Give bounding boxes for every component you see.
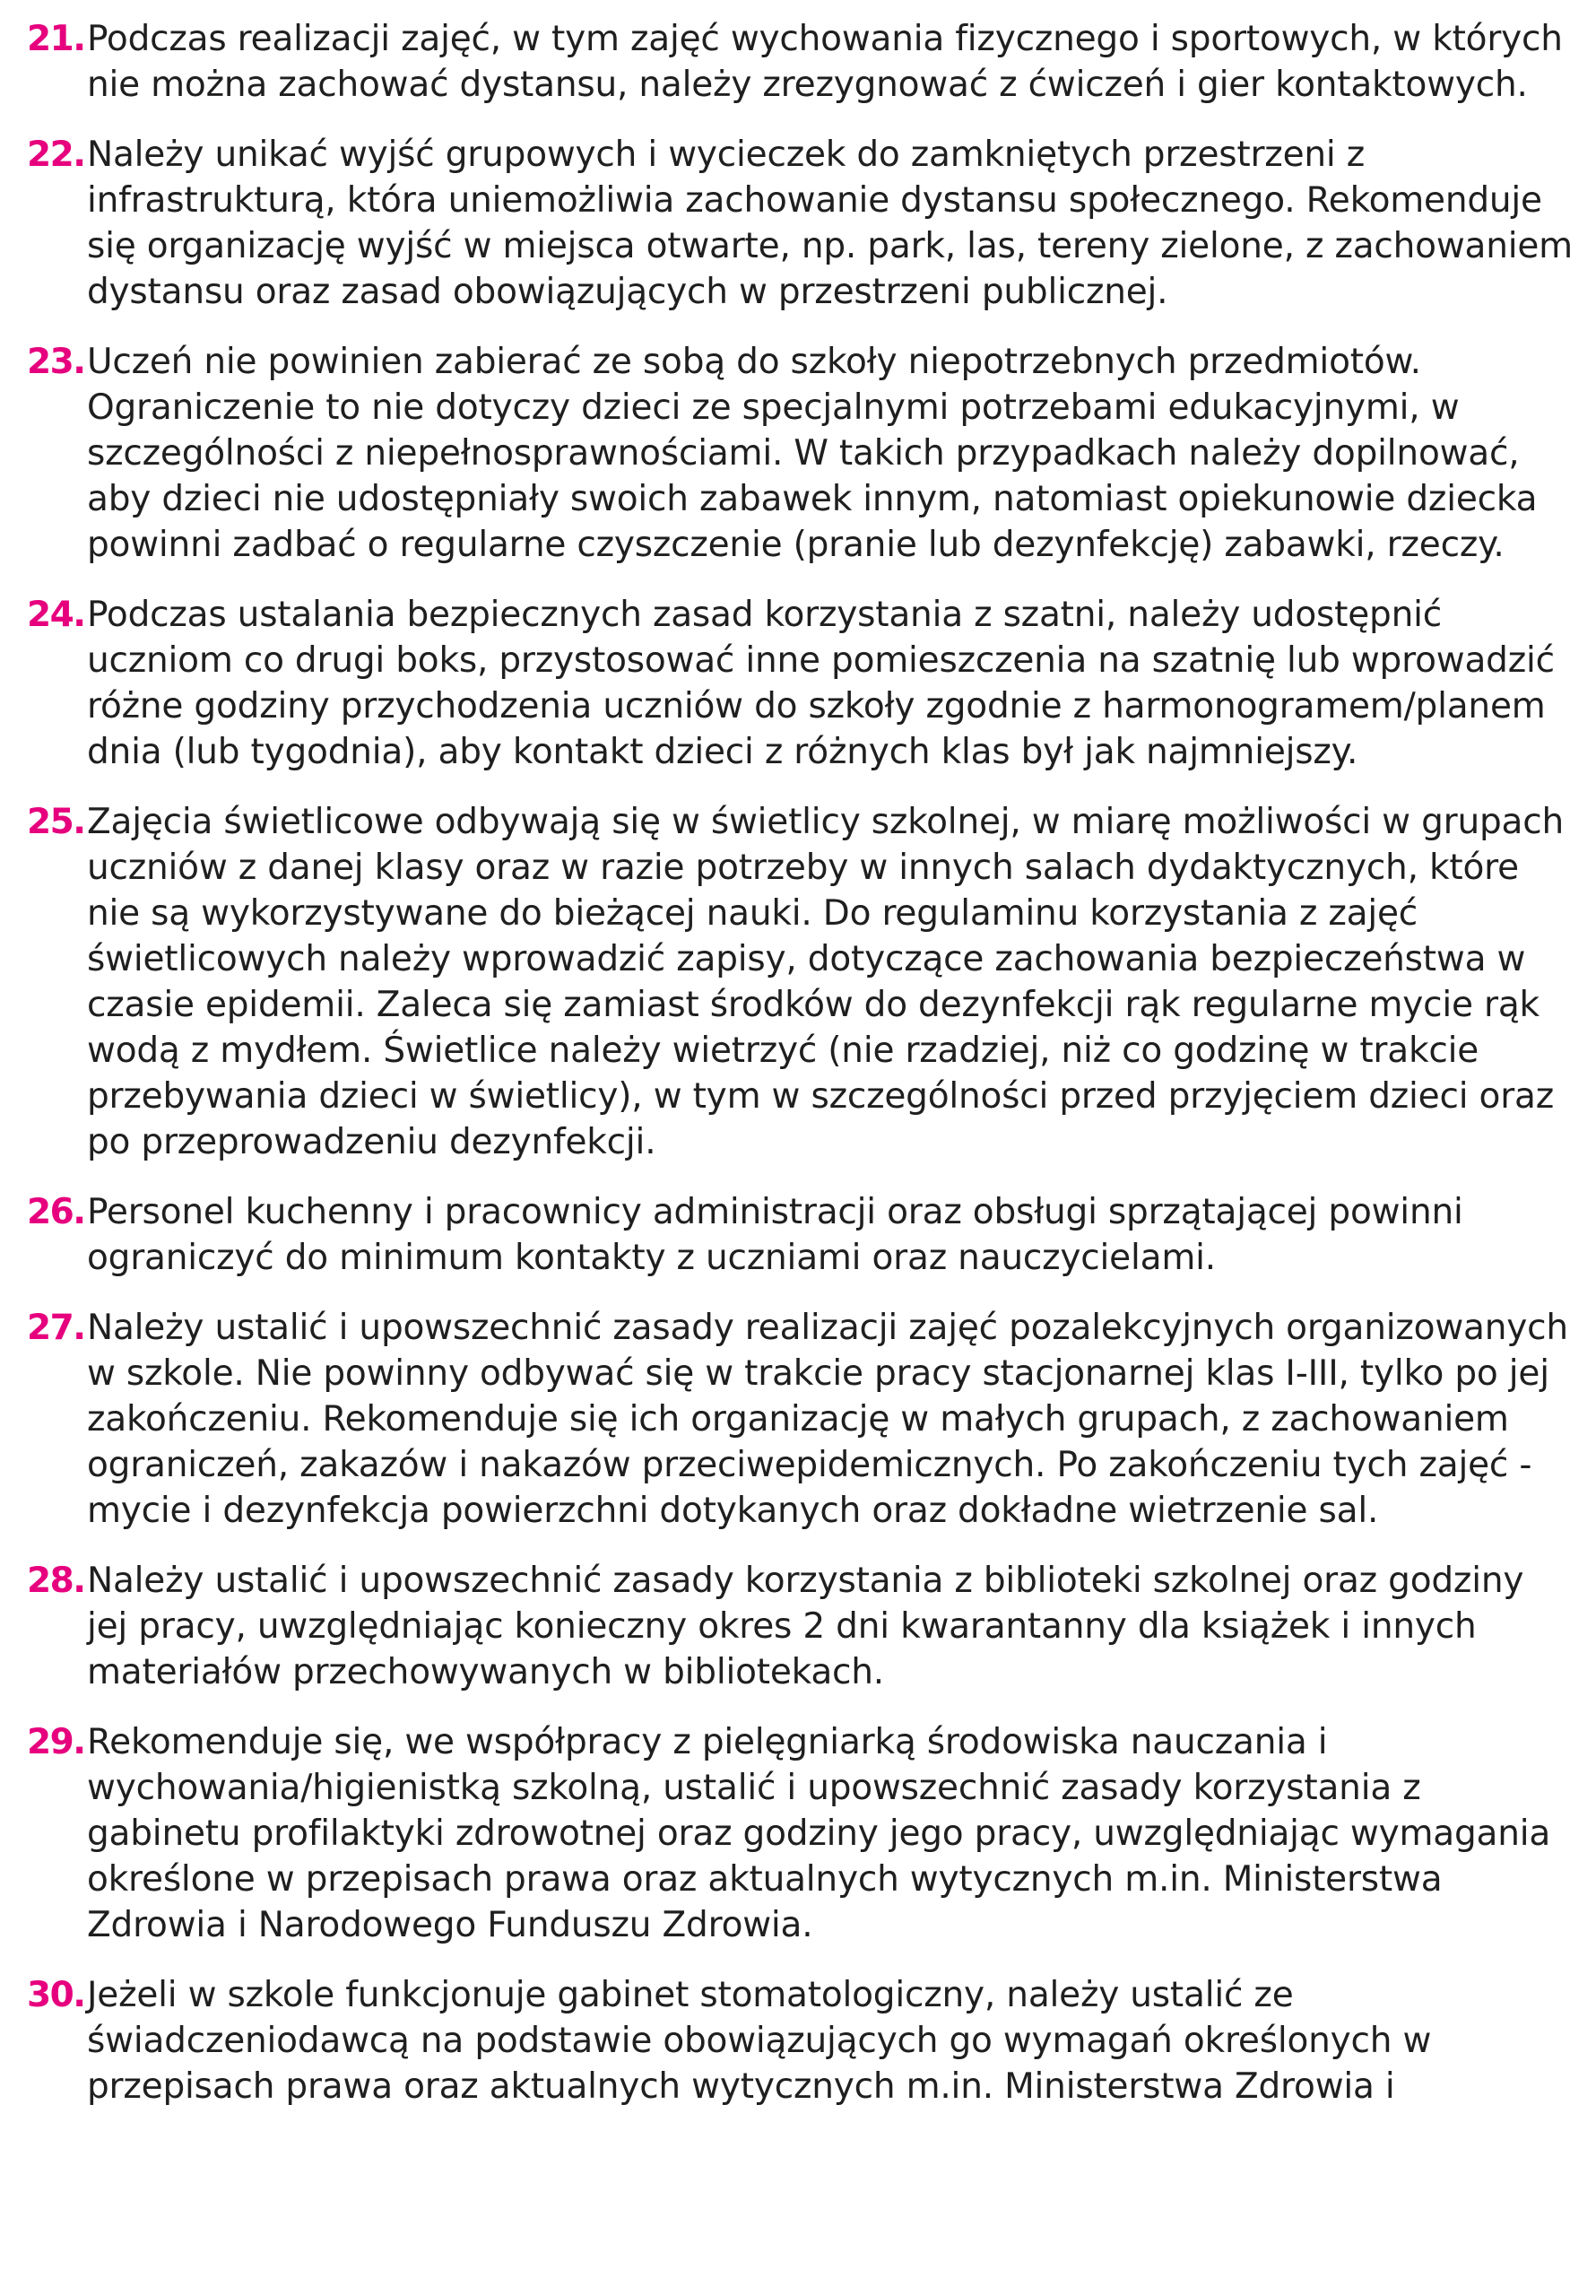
list-item (27, 339, 1574, 568)
list-item (27, 1558, 1574, 1695)
item-text: Uczeń nie powinien zabierać ze sobą do szkoły niepotrzebnych przedmiotów. Ograniczenie to nie dotyczy dzieci ze specjalnymi potrzebami edukacyjnymi, w szczególności z niepełnosprawnościami. W takich przypadkach należy dopilnować, aby dzieci nie udostępniały swoich zabawek innym, natomiast opiekunowie dziecka powinni zadbać o regularne czyszczenie (pranie lub dezynfekcję) zabawki, rzeczy. (87, 342, 1538, 565)
item-text: Należy ustalić i upowszechnić zasady korzystania z biblioteki szkolnej oraz godziny jej pracy, uwzględniając konieczny okres 2 dni kwarantanny dla książek i innych materiałów przechowywanych w bibliotekach. (87, 1561, 1524, 1692)
item-number: 21. (27, 19, 85, 59)
list-item (27, 799, 1574, 1165)
item-number: 24. (27, 595, 85, 635)
list-item (27, 592, 1574, 775)
item-text: Należy unikać wyjść grupowych i wycieczek do zamkniętych przestrzeni z infrastrukturą, która uniemożliwia zachowanie dystansu społecznego. Rekomenduje się organizację wyjść w miejsca otwarte, np. park, las, tereny zielone, z zachowaniem dystansu oraz zasad obowiązujących w przestrzeni publicznej. (87, 135, 1573, 312)
list-item (27, 1972, 1574, 2109)
item-number: 22. (27, 135, 85, 175)
item-text: Jeżeli w szkole funkcjonuje gabinet stomatologiczny, należy ustalić ze świadczeniodawcą na podstawie obowiązujących go wymagań określonych w przepisach prawa oraz aktualnych wytycznych m.in. Ministerstwa Zdrowia i (87, 1975, 1432, 2107)
item-text: Podczas realizacji zajęć, w tym zajęć wychowania fizycznego i sportowych, w których nie można zachować dystansu, należy zrezygnować z ćwiczeń i gier kontaktowych. (87, 19, 1563, 105)
item-number: 23. (27, 342, 85, 382)
list-item (27, 1305, 1574, 1534)
numbered-guidelines-list (27, 16, 1574, 2134)
item-number: 28. (27, 1561, 85, 1601)
item-number: 29. (27, 1722, 85, 1762)
list-item (27, 1719, 1574, 1948)
item-number: 26. (27, 1192, 85, 1232)
list-item (27, 16, 1574, 108)
item-text: Należy ustalić i upowszechnić zasady realizacji zajęć pozalekcyjnych organizowanych w szkole. Nie powinny odbywać się w trakcie pracy stacjonarnej klas I-III, tylko po jej zakończeniu. Rekomenduje się ich organizację w małych grupach, z zachowaniem ograniczeń, zakazów i nakazów przeciwepidemicznych. Po zakończeniu tych zajęć - mycie i dezynfekcja powierzchni dotykanych oraz dokładne wietrzenie sal. (87, 1308, 1568, 1531)
item-number: 27. (27, 1308, 85, 1348)
list-item (27, 132, 1574, 315)
item-number: 25. (27, 802, 85, 842)
item-text: Zajęcia świetlicowe odbywają się w świetlicy szkolnej, w miarę możliwości w grupach uczniów z danej klasy oraz w razie potrzeby w innych salach dydaktycznych, które nie są wykorzystywane do bieżącej nauki. Do regulaminu korzystania z zajęć świetlicowych należy wprowadzić zapisy, dotyczące zachowania bezpieczeństwa w czasie epidemii. Zaleca się zamiast środków do dezynfekcji rąk regularne mycie rąk wodą z mydłem. Świetlice należy wietrzyć (nie rzadziej, niż co godzinę w trakcie przebywania dzieci w świetlicy), w tym w szczególności przed przyjęciem dzieci oraz po przeprowadzeniu dezynfekcji. (87, 802, 1564, 1162)
item-text: Rekomenduje się, we współpracy z pielęgniarką środowiska nauczania i wychowania/higienistką szkolną, ustalić i upowszechnić zasady korzystania z gabinetu profilaktyki zdrowotnej oraz godziny jego pracy, uwzględniając wymagania określone w przepisach prawa oraz aktualnych wytycznych m.in. Ministerstwa Zdrowia i Narodowego Funduszu Zdrowia. (87, 1722, 1551, 1945)
item-text: Personel kuchenny i pracownicy administracji oraz obsługi sprzątającej powinni ograniczyć do minimum kontakty z uczniami oraz nauczycielami. (87, 1192, 1463, 1278)
item-text: Podczas ustalania bezpiecznych zasad korzystania z szatni, należy udostępnić uczniom co drugi boks, przystosować inne pomieszczenia na szatnię lub wprowadzić różne godziny przychodzenia uczniów do szkoły zgodnie z harmonogramem/planem dnia (lub tygodnia), aby kontakt dzieci z różnych klas był jak najmniejszy. (87, 595, 1555, 772)
list-item (27, 1189, 1574, 1281)
item-number: 30. (27, 1975, 85, 2015)
